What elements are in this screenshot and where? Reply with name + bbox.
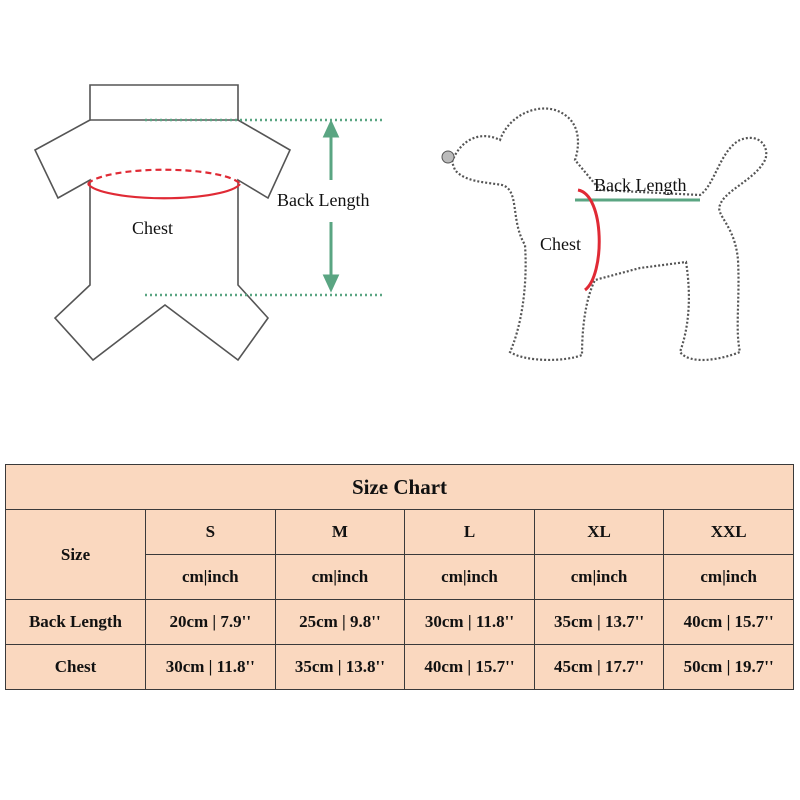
size-xxl: XXL [664, 510, 794, 555]
table-cell: 35cm | 13.8'' [275, 645, 405, 690]
size-chart-table [5, 464, 794, 690]
row-label: Back Length [6, 600, 146, 645]
unit-label: cm|inch [405, 555, 535, 600]
table-cell: 30cm | 11.8'' [146, 645, 276, 690]
unit-label: cm|inch [534, 555, 664, 600]
table-cell: 50cm | 19.7'' [664, 645, 794, 690]
table-cell: 40cm | 15.7'' [664, 600, 794, 645]
shirt-back-length-label: Back Length [277, 190, 370, 210]
table-cell: 35cm | 13.7'' [534, 600, 664, 645]
unit-label: cm|inch [146, 555, 276, 600]
table-cell: 40cm | 15.7'' [405, 645, 535, 690]
shirt-chest-label: Chest [132, 218, 174, 238]
size-header: Size [6, 510, 146, 600]
size-m: M [275, 510, 405, 555]
table-cell: 20cm | 7.9'' [146, 600, 276, 645]
unit-label: cm|inch [664, 555, 794, 600]
size-s: S [146, 510, 276, 555]
table-cell: 30cm | 11.8'' [405, 600, 535, 645]
unit-label: cm|inch [275, 555, 405, 600]
dog-chest-label: Chest [540, 234, 582, 254]
table-cell: 25cm | 9.8'' [275, 600, 405, 645]
dog-chest-line [578, 190, 599, 290]
size-chart-title: Size Chart [6, 465, 794, 510]
size-l: L [405, 510, 535, 555]
table-cell: 45cm | 17.7'' [534, 645, 664, 690]
table-row-back-length [6, 600, 794, 645]
dog-back-length-label: Back Length [594, 175, 687, 195]
dog-outline [452, 108, 766, 359]
dog-nose [442, 151, 454, 163]
row-label: Chest [6, 645, 146, 690]
size-xl: XL [534, 510, 664, 555]
table-row-chest [6, 645, 794, 690]
